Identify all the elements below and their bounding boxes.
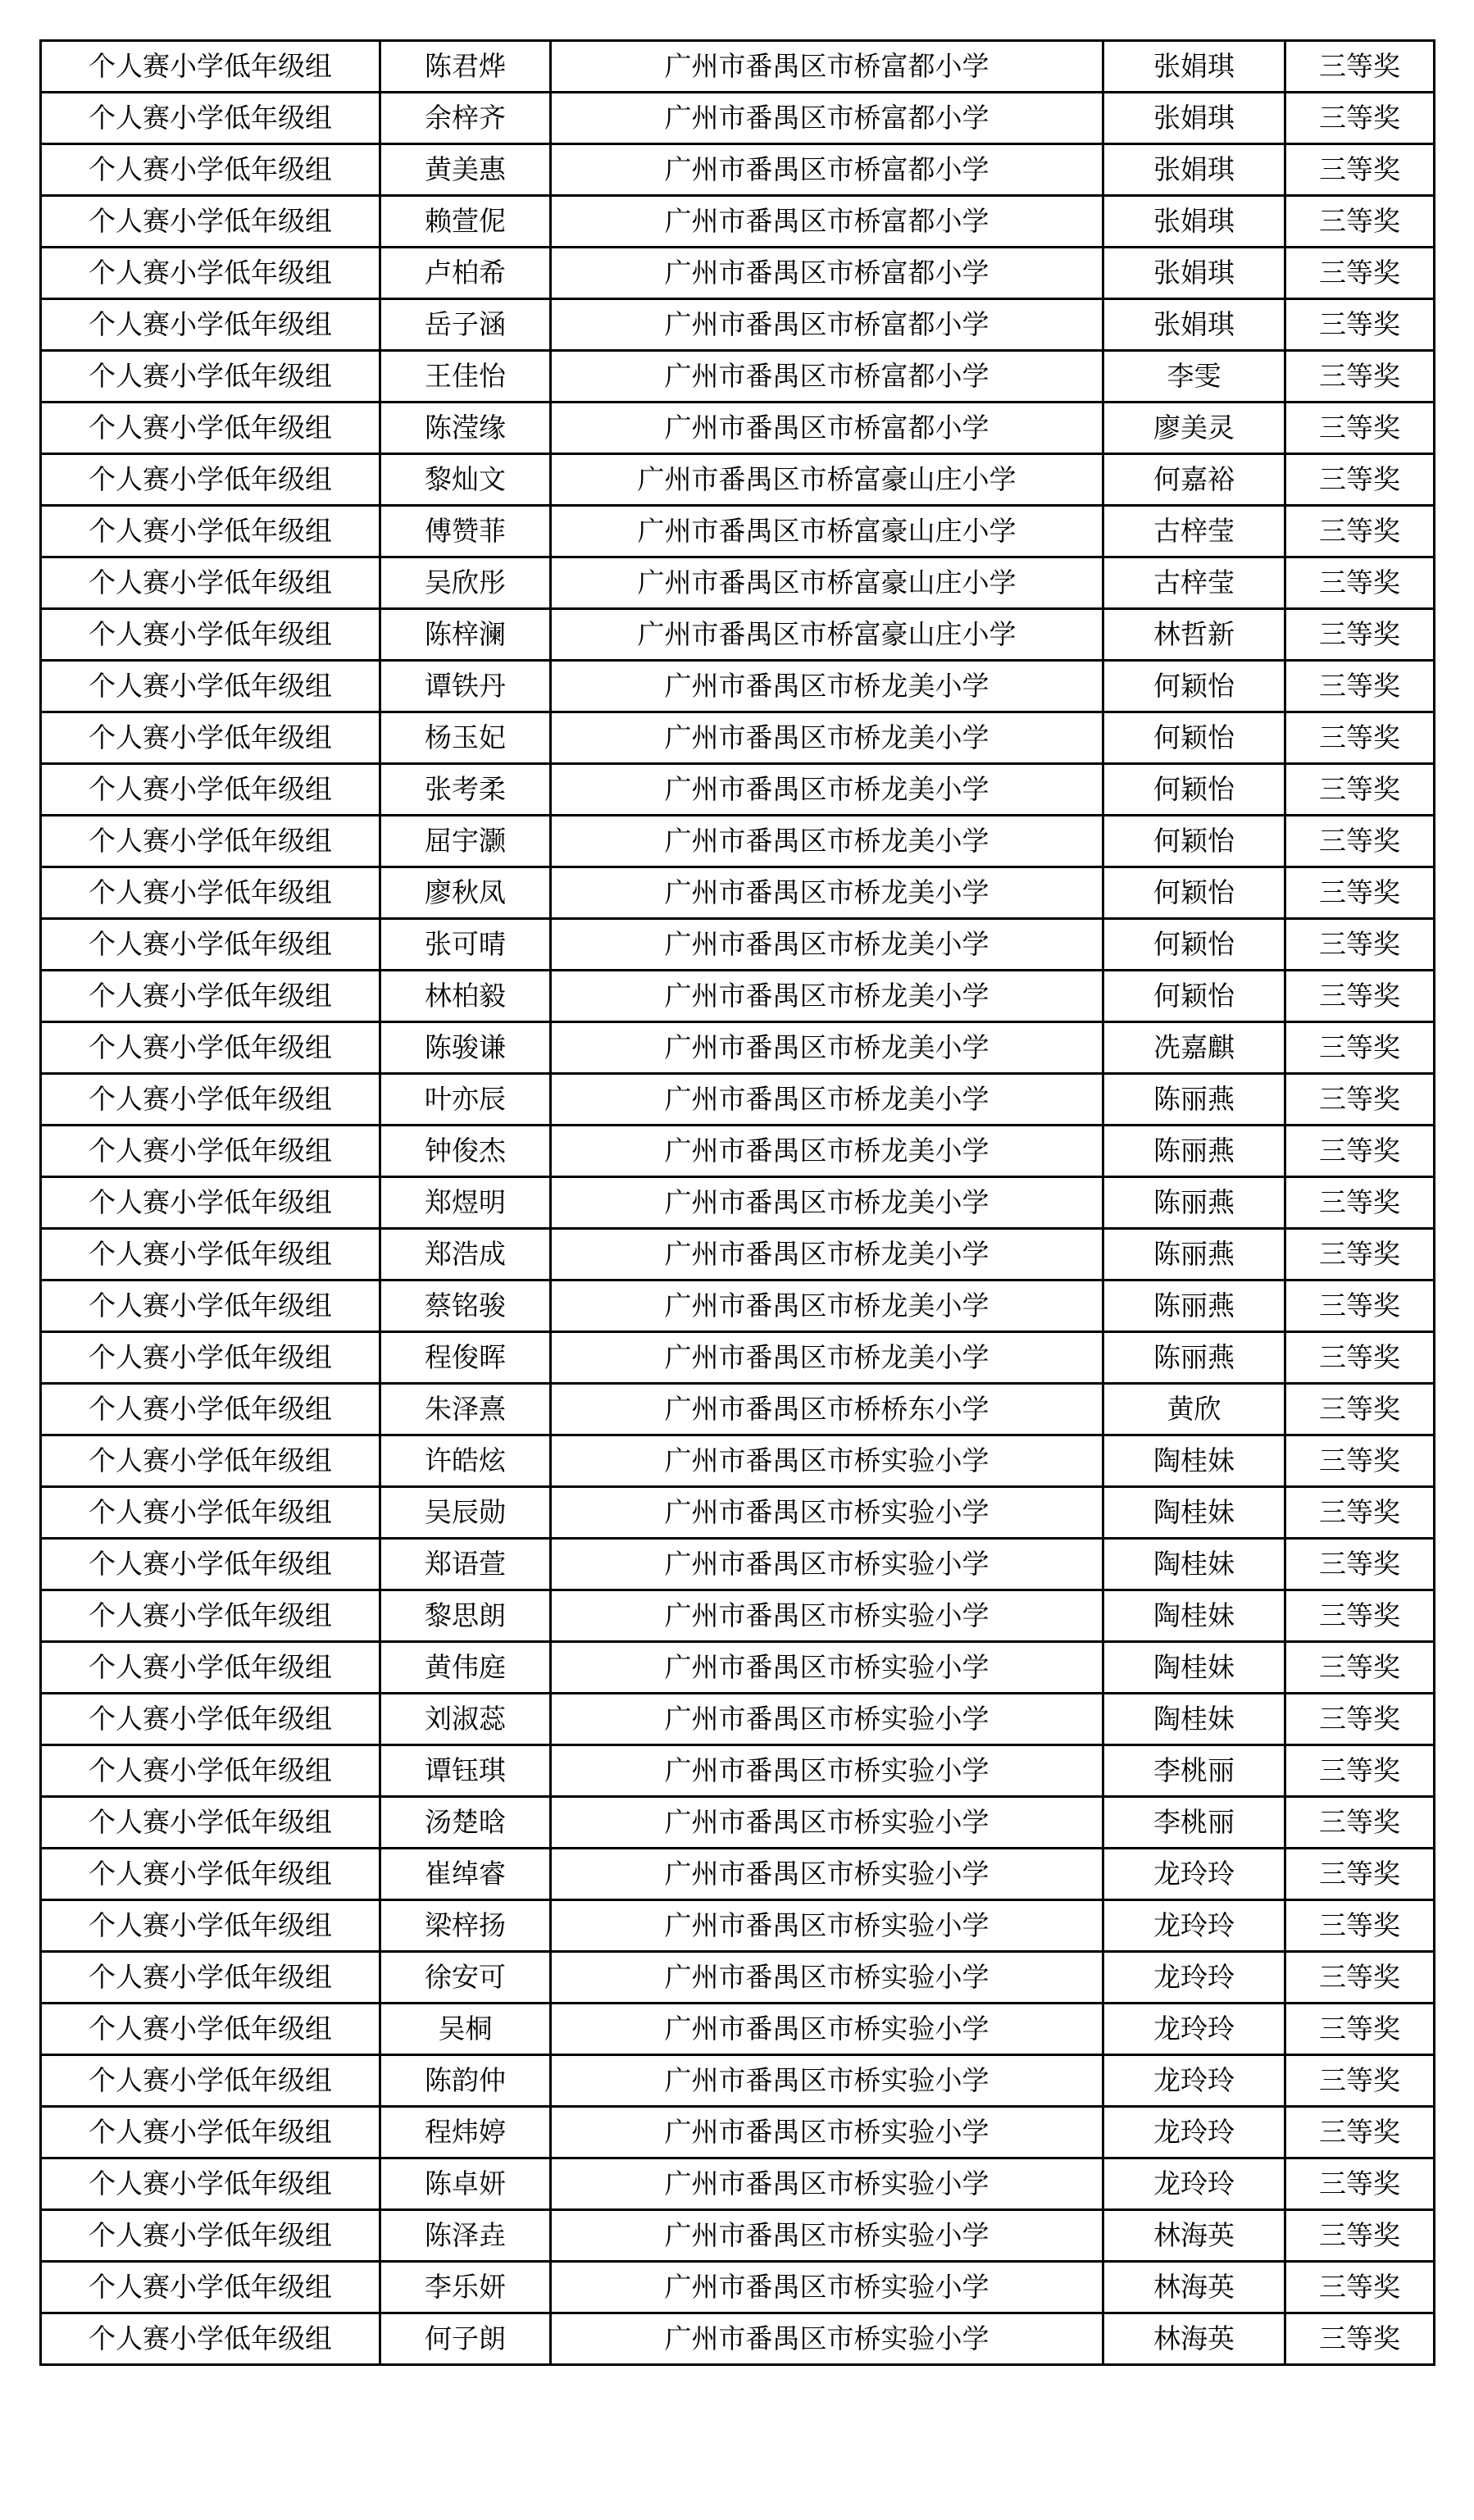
category-cell: 个人赛小学低年级组 xyxy=(41,1229,380,1280)
student-name-cell: 李乐妍 xyxy=(380,2262,551,2313)
category-cell: 个人赛小学低年级组 xyxy=(41,557,380,609)
table-row xyxy=(41,661,1435,712)
school-cell: 广州市番禺区市桥富都小学 xyxy=(551,403,1103,454)
table-row xyxy=(41,712,1435,764)
award-cell: 三等奖 xyxy=(1285,867,1435,919)
school-cell: 广州市番禺区市桥富豪山庄小学 xyxy=(551,609,1103,661)
student-name-cell: 程炜婷 xyxy=(380,2107,551,2158)
table-row xyxy=(41,454,1435,506)
category-cell: 个人赛小学低年级组 xyxy=(41,2055,380,2107)
category-cell: 个人赛小学低年级组 xyxy=(41,661,380,712)
award-cell: 三等奖 xyxy=(1285,609,1435,661)
teacher-cell: 何颖怡 xyxy=(1103,971,1285,1022)
teacher-cell: 陶桂妹 xyxy=(1103,1487,1285,1539)
teacher-cell: 何颖怡 xyxy=(1103,919,1285,971)
category-cell: 个人赛小学低年级组 xyxy=(41,1435,380,1487)
student-name-cell: 余梓齐 xyxy=(380,93,551,144)
student-name-cell: 何子朗 xyxy=(380,2313,551,2365)
student-name-cell: 陈骏谦 xyxy=(380,1022,551,1074)
award-cell: 三等奖 xyxy=(1285,712,1435,764)
student-name-cell: 岳子涵 xyxy=(380,299,551,351)
teacher-cell: 李雯 xyxy=(1103,351,1285,403)
table-row xyxy=(41,1642,1435,1694)
school-cell: 广州市番禺区市桥实验小学 xyxy=(551,1539,1103,1590)
school-cell: 广州市番禺区市桥实验小学 xyxy=(551,1849,1103,1900)
award-cell: 三等奖 xyxy=(1285,1539,1435,1590)
teacher-cell: 何颖怡 xyxy=(1103,816,1285,867)
table-row xyxy=(41,93,1435,144)
teacher-cell: 陶桂妹 xyxy=(1103,1642,1285,1694)
student-name-cell: 许皓炫 xyxy=(380,1435,551,1487)
student-name-cell: 傅赞菲 xyxy=(380,506,551,557)
category-cell: 个人赛小学低年级组 xyxy=(41,1952,380,2004)
award-cell: 三等奖 xyxy=(1285,351,1435,403)
award-cell: 三等奖 xyxy=(1285,661,1435,712)
award-cell: 三等奖 xyxy=(1285,2107,1435,2158)
category-cell: 个人赛小学低年级组 xyxy=(41,403,380,454)
award-cell: 三等奖 xyxy=(1285,1229,1435,1280)
award-cell: 三等奖 xyxy=(1285,2004,1435,2055)
table-row xyxy=(41,1590,1435,1642)
category-cell: 个人赛小学低年级组 xyxy=(41,971,380,1022)
category-cell: 个人赛小学低年级组 xyxy=(41,1900,380,1952)
table-row xyxy=(41,1384,1435,1435)
student-name-cell: 吴欣彤 xyxy=(380,557,551,609)
award-cell: 三等奖 xyxy=(1285,93,1435,144)
award-cell: 三等奖 xyxy=(1285,2158,1435,2210)
category-cell: 个人赛小学低年级组 xyxy=(41,299,380,351)
table-row xyxy=(41,1694,1435,1745)
table-row xyxy=(41,1229,1435,1280)
teacher-cell: 张娟琪 xyxy=(1103,93,1285,144)
award-cell: 三等奖 xyxy=(1285,1074,1435,1126)
student-name-cell: 屈宇灏 xyxy=(380,816,551,867)
school-cell: 广州市番禺区市桥龙美小学 xyxy=(551,1022,1103,1074)
table-row xyxy=(41,1022,1435,1074)
school-cell: 广州市番禺区市桥龙美小学 xyxy=(551,1126,1103,1177)
table-row xyxy=(41,1952,1435,2004)
school-cell: 广州市番禺区市桥富豪山庄小学 xyxy=(551,506,1103,557)
teacher-cell: 龙玲玲 xyxy=(1103,1900,1285,1952)
school-cell: 广州市番禺区市桥实验小学 xyxy=(551,1745,1103,1797)
award-cell: 三等奖 xyxy=(1285,1900,1435,1952)
table-row xyxy=(41,1849,1435,1900)
school-cell: 广州市番禺区市桥实验小学 xyxy=(551,1435,1103,1487)
teacher-cell: 陈丽燕 xyxy=(1103,1229,1285,1280)
table-row xyxy=(41,1487,1435,1539)
student-name-cell: 陈滢缘 xyxy=(380,403,551,454)
table-row xyxy=(41,1797,1435,1849)
school-cell: 广州市番禺区市桥富豪山庄小学 xyxy=(551,557,1103,609)
award-cell: 三等奖 xyxy=(1285,919,1435,971)
student-name-cell: 蔡铭骏 xyxy=(380,1280,551,1332)
table-row xyxy=(41,816,1435,867)
category-cell: 个人赛小学低年级组 xyxy=(41,2107,380,2158)
table-row xyxy=(41,506,1435,557)
table-row xyxy=(41,867,1435,919)
school-cell: 广州市番禺区市桥龙美小学 xyxy=(551,764,1103,816)
student-name-cell: 廖秋凤 xyxy=(380,867,551,919)
category-cell: 个人赛小学低年级组 xyxy=(41,506,380,557)
school-cell: 广州市番禺区市桥龙美小学 xyxy=(551,1074,1103,1126)
teacher-cell: 陶桂妹 xyxy=(1103,1694,1285,1745)
school-cell: 广州市番禺区市桥实验小学 xyxy=(551,1590,1103,1642)
school-cell: 广州市番禺区市桥龙美小学 xyxy=(551,816,1103,867)
award-cell: 三等奖 xyxy=(1285,816,1435,867)
category-cell: 个人赛小学低年级组 xyxy=(41,144,380,196)
school-cell: 广州市番禺区市桥实验小学 xyxy=(551,2313,1103,2365)
teacher-cell: 何颖怡 xyxy=(1103,661,1285,712)
category-cell: 个人赛小学低年级组 xyxy=(41,1590,380,1642)
category-cell: 个人赛小学低年级组 xyxy=(41,1694,380,1745)
teacher-cell: 林海英 xyxy=(1103,2313,1285,2365)
table-row xyxy=(41,351,1435,403)
table-row xyxy=(41,41,1435,93)
table-row xyxy=(41,1435,1435,1487)
school-cell: 广州市番禺区市桥龙美小学 xyxy=(551,1177,1103,1229)
award-cell: 三等奖 xyxy=(1285,971,1435,1022)
teacher-cell: 张娟琪 xyxy=(1103,248,1285,299)
table-row xyxy=(41,919,1435,971)
award-cell: 三等奖 xyxy=(1285,1332,1435,1384)
table-row xyxy=(41,1074,1435,1126)
teacher-cell: 陈丽燕 xyxy=(1103,1074,1285,1126)
award-cell: 三等奖 xyxy=(1285,1280,1435,1332)
category-cell: 个人赛小学低年级组 xyxy=(41,351,380,403)
school-cell: 广州市番禺区市桥富都小学 xyxy=(551,196,1103,248)
category-cell: 个人赛小学低年级组 xyxy=(41,867,380,919)
award-cell: 三等奖 xyxy=(1285,1590,1435,1642)
student-name-cell: 陈泽垚 xyxy=(380,2210,551,2262)
school-cell: 广州市番禺区市桥实验小学 xyxy=(551,1694,1103,1745)
category-cell: 个人赛小学低年级组 xyxy=(41,816,380,867)
teacher-cell: 龙玲玲 xyxy=(1103,1849,1285,1900)
school-cell: 广州市番禺区市桥实验小学 xyxy=(551,1952,1103,2004)
school-cell: 广州市番禺区市桥富都小学 xyxy=(551,351,1103,403)
student-name-cell: 林柏毅 xyxy=(380,971,551,1022)
school-cell: 广州市番禺区市桥富都小学 xyxy=(551,144,1103,196)
award-cell: 三等奖 xyxy=(1285,41,1435,93)
table-row xyxy=(41,557,1435,609)
school-cell: 广州市番禺区市桥龙美小学 xyxy=(551,919,1103,971)
category-cell: 个人赛小学低年级组 xyxy=(41,1849,380,1900)
award-cell: 三等奖 xyxy=(1285,299,1435,351)
award-cell: 三等奖 xyxy=(1285,454,1435,506)
category-cell: 个人赛小学低年级组 xyxy=(41,196,380,248)
category-cell: 个人赛小学低年级组 xyxy=(41,1126,380,1177)
teacher-cell: 李桃丽 xyxy=(1103,1745,1285,1797)
category-cell: 个人赛小学低年级组 xyxy=(41,93,380,144)
table-row xyxy=(41,764,1435,816)
teacher-cell: 陈丽燕 xyxy=(1103,1177,1285,1229)
student-name-cell: 王佳怡 xyxy=(380,351,551,403)
student-name-cell: 钟俊杰 xyxy=(380,1126,551,1177)
teacher-cell: 陈丽燕 xyxy=(1103,1280,1285,1332)
school-cell: 广州市番禺区市桥龙美小学 xyxy=(551,1332,1103,1384)
category-cell: 个人赛小学低年级组 xyxy=(41,1332,380,1384)
category-cell: 个人赛小学低年级组 xyxy=(41,1280,380,1332)
student-name-cell: 梁梓扬 xyxy=(380,1900,551,1952)
school-cell: 广州市番禺区市桥富都小学 xyxy=(551,41,1103,93)
teacher-cell: 陶桂妹 xyxy=(1103,1435,1285,1487)
school-cell: 广州市番禺区市桥龙美小学 xyxy=(551,1280,1103,1332)
student-name-cell: 赖萱伲 xyxy=(380,196,551,248)
teacher-cell: 龙玲玲 xyxy=(1103,2004,1285,2055)
table-row xyxy=(41,1900,1435,1952)
category-cell: 个人赛小学低年级组 xyxy=(41,41,380,93)
student-name-cell: 程俊晖 xyxy=(380,1332,551,1384)
school-cell: 广州市番禺区市桥实验小学 xyxy=(551,1900,1103,1952)
teacher-cell: 何颖怡 xyxy=(1103,712,1285,764)
award-cell: 三等奖 xyxy=(1285,1849,1435,1900)
category-cell: 个人赛小学低年级组 xyxy=(41,609,380,661)
student-name-cell: 陈韵仲 xyxy=(380,2055,551,2107)
table-row xyxy=(41,2210,1435,2262)
award-cell: 三等奖 xyxy=(1285,1642,1435,1694)
table-row xyxy=(41,299,1435,351)
award-cell: 三等奖 xyxy=(1285,403,1435,454)
category-cell: 个人赛小学低年级组 xyxy=(41,1022,380,1074)
student-name-cell: 黄伟庭 xyxy=(380,1642,551,1694)
table-row xyxy=(41,403,1435,454)
school-cell: 广州市番禺区市桥龙美小学 xyxy=(551,1229,1103,1280)
table-row xyxy=(41,1280,1435,1332)
awards-table-body xyxy=(41,41,1435,2365)
student-name-cell: 杨玉妃 xyxy=(380,712,551,764)
school-cell: 广州市番禺区市桥实验小学 xyxy=(551,1797,1103,1849)
category-cell: 个人赛小学低年级组 xyxy=(41,2262,380,2313)
teacher-cell: 张娟琪 xyxy=(1103,144,1285,196)
table-row xyxy=(41,1745,1435,1797)
award-cell: 三等奖 xyxy=(1285,196,1435,248)
teacher-cell: 李桃丽 xyxy=(1103,1797,1285,1849)
award-cell: 三等奖 xyxy=(1285,506,1435,557)
award-cell: 三等奖 xyxy=(1285,1384,1435,1435)
award-cell: 三等奖 xyxy=(1285,1022,1435,1074)
awards-table xyxy=(39,39,1435,2366)
school-cell: 广州市番禺区市桥龙美小学 xyxy=(551,712,1103,764)
category-cell: 个人赛小学低年级组 xyxy=(41,1177,380,1229)
teacher-cell: 龙玲玲 xyxy=(1103,2158,1285,2210)
teacher-cell: 林海英 xyxy=(1103,2262,1285,2313)
award-cell: 三等奖 xyxy=(1285,1487,1435,1539)
school-cell: 广州市番禺区市桥富豪山庄小学 xyxy=(551,454,1103,506)
table-row xyxy=(41,971,1435,1022)
category-cell: 个人赛小学低年级组 xyxy=(41,1539,380,1590)
teacher-cell: 张娟琪 xyxy=(1103,299,1285,351)
award-cell: 三等奖 xyxy=(1285,1435,1435,1487)
student-name-cell: 郑语萱 xyxy=(380,1539,551,1590)
student-name-cell: 吴桐 xyxy=(380,2004,551,2055)
category-cell: 个人赛小学低年级组 xyxy=(41,712,380,764)
student-name-cell: 黎灿文 xyxy=(380,454,551,506)
student-name-cell: 卢柏希 xyxy=(380,248,551,299)
school-cell: 广州市番禺区市桥实验小学 xyxy=(551,2055,1103,2107)
category-cell: 个人赛小学低年级组 xyxy=(41,2158,380,2210)
table-row xyxy=(41,144,1435,196)
school-cell: 广州市番禺区市桥实验小学 xyxy=(551,2262,1103,2313)
category-cell: 个人赛小学低年级组 xyxy=(41,1074,380,1126)
table-row xyxy=(41,2004,1435,2055)
table-row xyxy=(41,2107,1435,2158)
award-cell: 三等奖 xyxy=(1285,1797,1435,1849)
teacher-cell: 龙玲玲 xyxy=(1103,1952,1285,2004)
teacher-cell: 林哲新 xyxy=(1103,609,1285,661)
teacher-cell: 黄欣 xyxy=(1103,1384,1285,1435)
award-cell: 三等奖 xyxy=(1285,1126,1435,1177)
teacher-cell: 古梓莹 xyxy=(1103,557,1285,609)
award-cell: 三等奖 xyxy=(1285,1177,1435,1229)
student-name-cell: 朱泽熹 xyxy=(380,1384,551,1435)
category-cell: 个人赛小学低年级组 xyxy=(41,1642,380,1694)
award-cell: 三等奖 xyxy=(1285,2262,1435,2313)
category-cell: 个人赛小学低年级组 xyxy=(41,1745,380,1797)
teacher-cell: 龙玲玲 xyxy=(1103,2107,1285,2158)
table-row xyxy=(41,1126,1435,1177)
school-cell: 广州市番禺区市桥实验小学 xyxy=(551,1487,1103,1539)
table-row xyxy=(41,609,1435,661)
table-row xyxy=(41,1177,1435,1229)
award-cell: 三等奖 xyxy=(1285,764,1435,816)
student-name-cell: 汤楚晗 xyxy=(380,1797,551,1849)
school-cell: 广州市番禺区市桥实验小学 xyxy=(551,1642,1103,1694)
teacher-cell: 陶桂妹 xyxy=(1103,1590,1285,1642)
school-cell: 广州市番禺区市桥富都小学 xyxy=(551,93,1103,144)
table-row xyxy=(41,1539,1435,1590)
school-cell: 广州市番禺区市桥实验小学 xyxy=(551,2004,1103,2055)
award-cell: 三等奖 xyxy=(1285,1694,1435,1745)
teacher-cell: 龙玲玲 xyxy=(1103,2055,1285,2107)
student-name-cell: 张考柔 xyxy=(380,764,551,816)
award-cell: 三等奖 xyxy=(1285,248,1435,299)
table-row xyxy=(41,2158,1435,2210)
table-row xyxy=(41,196,1435,248)
school-cell: 广州市番禺区市桥龙美小学 xyxy=(551,971,1103,1022)
award-cell: 三等奖 xyxy=(1285,2055,1435,2107)
student-name-cell: 刘淑蕊 xyxy=(380,1694,551,1745)
school-cell: 广州市番禺区市桥实验小学 xyxy=(551,2107,1103,2158)
teacher-cell: 何颖怡 xyxy=(1103,867,1285,919)
category-cell: 个人赛小学低年级组 xyxy=(41,2210,380,2262)
school-cell: 广州市番禺区市桥桥东小学 xyxy=(551,1384,1103,1435)
school-cell: 广州市番禺区市桥龙美小学 xyxy=(551,867,1103,919)
student-name-cell: 郑煜明 xyxy=(380,1177,551,1229)
category-cell: 个人赛小学低年级组 xyxy=(41,2313,380,2365)
teacher-cell: 廖美灵 xyxy=(1103,403,1285,454)
award-cell: 三等奖 xyxy=(1285,2313,1435,2365)
school-cell: 广州市番禺区市桥富都小学 xyxy=(551,299,1103,351)
student-name-cell: 崔绰睿 xyxy=(380,1849,551,1900)
student-name-cell: 陈梓澜 xyxy=(380,609,551,661)
student-name-cell: 谭钰琪 xyxy=(380,1745,551,1797)
award-cell: 三等奖 xyxy=(1285,2210,1435,2262)
student-name-cell: 徐安可 xyxy=(380,1952,551,2004)
student-name-cell: 郑浩成 xyxy=(380,1229,551,1280)
category-cell: 个人赛小学低年级组 xyxy=(41,919,380,971)
category-cell: 个人赛小学低年级组 xyxy=(41,248,380,299)
student-name-cell: 陈君烨 xyxy=(380,41,551,93)
category-cell: 个人赛小学低年级组 xyxy=(41,1487,380,1539)
teacher-cell: 冼嘉麒 xyxy=(1103,1022,1285,1074)
category-cell: 个人赛小学低年级组 xyxy=(41,764,380,816)
teacher-cell: 陶桂妹 xyxy=(1103,1539,1285,1590)
table-row xyxy=(41,2313,1435,2365)
school-cell: 广州市番禺区市桥实验小学 xyxy=(551,2210,1103,2262)
teacher-cell: 林海英 xyxy=(1103,2210,1285,2262)
teacher-cell: 古梓莹 xyxy=(1103,506,1285,557)
award-cell: 三等奖 xyxy=(1285,1952,1435,2004)
category-cell: 个人赛小学低年级组 xyxy=(41,454,380,506)
award-cell: 三等奖 xyxy=(1285,144,1435,196)
category-cell: 个人赛小学低年级组 xyxy=(41,1384,380,1435)
student-name-cell: 叶亦辰 xyxy=(380,1074,551,1126)
school-cell: 广州市番禺区市桥龙美小学 xyxy=(551,661,1103,712)
student-name-cell: 张可晴 xyxy=(380,919,551,971)
category-cell: 个人赛小学低年级组 xyxy=(41,2004,380,2055)
student-name-cell: 吴辰勋 xyxy=(380,1487,551,1539)
category-cell: 个人赛小学低年级组 xyxy=(41,1797,380,1849)
table-row xyxy=(41,1332,1435,1384)
school-cell: 广州市番禺区市桥实验小学 xyxy=(551,2158,1103,2210)
award-cell: 三等奖 xyxy=(1285,557,1435,609)
teacher-cell: 何嘉裕 xyxy=(1103,454,1285,506)
teacher-cell: 陈丽燕 xyxy=(1103,1126,1285,1177)
teacher-cell: 何颖怡 xyxy=(1103,764,1285,816)
table-row xyxy=(41,248,1435,299)
teacher-cell: 张娟琪 xyxy=(1103,41,1285,93)
teacher-cell: 陈丽燕 xyxy=(1103,1332,1285,1384)
student-name-cell: 黄美惠 xyxy=(380,144,551,196)
award-cell: 三等奖 xyxy=(1285,1745,1435,1797)
teacher-cell: 张娟琪 xyxy=(1103,196,1285,248)
student-name-cell: 谭铁丹 xyxy=(380,661,551,712)
student-name-cell: 陈卓妍 xyxy=(380,2158,551,2210)
student-name-cell: 黎思朗 xyxy=(380,1590,551,1642)
school-cell: 广州市番禺区市桥富都小学 xyxy=(551,248,1103,299)
table-row xyxy=(41,2055,1435,2107)
table-row xyxy=(41,2262,1435,2313)
